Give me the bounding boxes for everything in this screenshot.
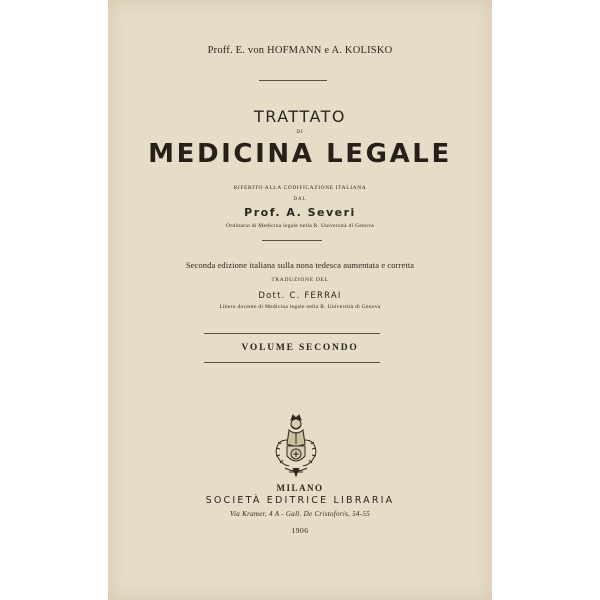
- volume-rule-top: [204, 333, 380, 334]
- edition-statement: Seconda edizione italiana sulla nona tedesca aumentata e corretta: [185, 260, 415, 270]
- editor-name: Prof. A. Severi: [244, 206, 356, 219]
- authors-line: Proff. E. von HOFMANN e A. KOLISKO: [207, 45, 393, 56]
- book-title-page: [108, 0, 492, 600]
- main-title: MEDICINA LEGALE: [148, 139, 452, 169]
- subtitle: RIFERITO ALLA CODIFICAZIONE ITALIANA: [233, 185, 367, 191]
- top-rule: [259, 80, 327, 81]
- editor-affiliation: Ordinario di Medicina legale nella R. Università di Genova: [226, 223, 374, 229]
- publisher-emblem-icon: [269, 410, 323, 478]
- translation-label: TRADUZIONE DEL: [271, 277, 329, 283]
- translator-name: Dott. C. FERRAI: [258, 291, 342, 301]
- by-label: DAL: [293, 197, 307, 202]
- imprint-city: MILANO: [276, 483, 324, 493]
- middle-rule: [262, 240, 322, 241]
- volume-label: VOLUME SECONDO: [241, 343, 359, 353]
- imprint-address: Via Kramer, 4 A - Gall. De Cristoforis, 54-55: [229, 510, 371, 518]
- translator-affiliation: Libero docente di Medicina legale nella R. Università di Genova: [219, 304, 381, 310]
- title-line-1: TRATTATO: [253, 107, 347, 126]
- title-connector: DI: [296, 130, 304, 135]
- volume-rule-bottom: [204, 362, 380, 363]
- imprint-year: 1906: [291, 526, 309, 535]
- imprint-publisher: SOCIETÀ EDITRICE LIBRARIA: [205, 495, 395, 506]
